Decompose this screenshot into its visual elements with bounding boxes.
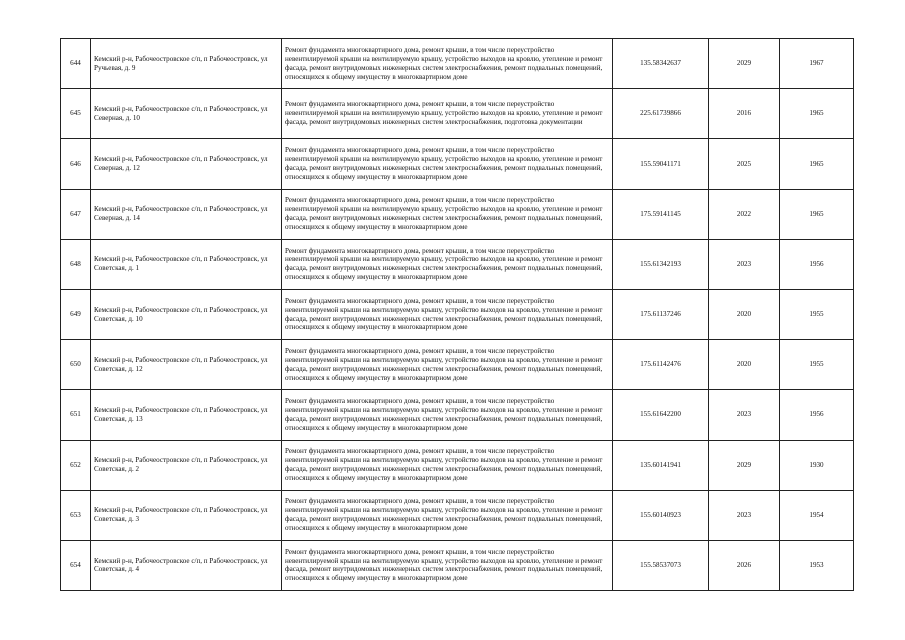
table-row: [61, 139, 854, 189]
works-description-cell: Ремонт фундамента многоквартирного дома, ремонт крыши, в том числе переустройство невентилируемой крыши на вентилируемую крышу, устройство выходов на кровлю, утепление и ремонт фасада, ремонт внутридомовых инженерных систем электроснабжения, ремонт подвальных помещений, относящихся к общему имуществу в многоквартирном доме: [282, 440, 613, 490]
address-cell: Кемский р-н, Рабочеостровское с/п, п Рабочеостровск, ул Северная, д. 10: [91, 89, 282, 139]
repair-program-table: [60, 38, 854, 591]
planned-year-cell: 2022: [709, 189, 780, 239]
table-row: [61, 39, 854, 89]
built-year-cell: 1956: [780, 390, 854, 440]
works-description-cell: Ремонт фундамента многоквартирного дома, ремонт крыши, в том числе переустройство невентилируемой крыши на вентилируемую крышу, устройство выходов на кровлю, утепление и ремонт фасада, ремонт внутридомовых инженерных систем электроснабжения, ремонт подвальных помещений, относящихся к общему имуществу в многоквартирном доме: [282, 540, 613, 590]
table-row: [61, 289, 854, 339]
cost-cell: 155.61642200: [613, 390, 709, 440]
works-description-cell: Ремонт фундамента многоквартирного дома, ремонт крыши, в том числе переустройство невентилируемой крыши на вентилируемую крышу, устройство выходов на кровлю, утепление и ремонт фасада, ремонт внутридомовых инженерных систем электроснабжения, ремонт подвальных помещений, относящихся к общему имуществу в многоквартирном доме: [282, 189, 613, 239]
table-row: [61, 540, 854, 590]
planned-year-cell: 2016: [709, 89, 780, 139]
built-year-cell: 1955: [780, 340, 854, 390]
built-year-cell: 1967: [780, 39, 854, 89]
table-row: [61, 239, 854, 289]
table-row: [61, 390, 854, 440]
cost-cell: 175.59141145: [613, 189, 709, 239]
works-description-cell: Ремонт фундамента многоквартирного дома, ремонт крыши, в том числе переустройство невентилируемой крыши на вентилируемую крышу, устройство выходов на кровлю, утепление и ремонт фасада, ремонт внутридомовых инженерных систем электроснабжения, ремонт подвальных помещений, относящихся к общему имуществу в многоквартирном доме: [282, 490, 613, 540]
row-number-cell: 650: [61, 340, 91, 390]
built-year-cell: 1955: [780, 289, 854, 339]
works-description-cell: Ремонт фундамента многоквартирного дома, ремонт крыши, в том числе переустройство невентилируемой крыши на вентилируемую крышу, устройство выходов на кровлю, утепление и ремонт фасада, ремонт внутридомовых инженерных систем электроснабжения, подготовка документации: [282, 89, 613, 139]
table-row: [61, 340, 854, 390]
address-cell: Кемский р-н, Рабочеостровское с/п, п Рабочеостровск, ул Советская, д. 13: [91, 390, 282, 440]
built-year-cell: 1953: [780, 540, 854, 590]
address-cell: Кемский р-н, Рабочеостровское с/п, п Рабочеостровск, ул Советская, д. 10: [91, 289, 282, 339]
planned-year-cell: 2023: [709, 390, 780, 440]
row-number-cell: 645: [61, 89, 91, 139]
row-number-cell: 648: [61, 239, 91, 289]
table-body: [61, 39, 854, 591]
row-number-cell: 649: [61, 289, 91, 339]
row-number-cell: 644: [61, 39, 91, 89]
works-description-cell: Ремонт фундамента многоквартирного дома, ремонт крыши, в том числе переустройство невентилируемой крыши на вентилируемую крышу, устройство выходов на кровлю, утепление и ремонт фасада, ремонт внутридомовых инженерных систем электроснабжения, ремонт подвальных помещений, относящихся к общему имуществу в многоквартирном доме: [282, 239, 613, 289]
works-description-cell: Ремонт фундамента многоквартирного дома, ремонт крыши, в том числе переустройство невентилируемой крыши на вентилируемую крышу, устройство выходов на кровлю, утепление и ремонт фасада, ремонт внутридомовых инженерных систем электроснабжения, ремонт подвальных помещений, относящихся к общему имуществу в многоквартирном доме: [282, 390, 613, 440]
works-description-cell: Ремонт фундамента многоквартирного дома, ремонт крыши, в том числе переустройство невентилируемой крыши на вентилируемую крышу, устройство выходов на кровлю, утепление и ремонт фасада, ремонт внутридомовых инженерных систем электроснабжения, ремонт подвальных помещений, относящихся к общему имуществу в многоквартирном доме: [282, 39, 613, 89]
built-year-cell: 1956: [780, 239, 854, 289]
row-number-cell: 652: [61, 440, 91, 490]
table-row: [61, 189, 854, 239]
cost-cell: 225.61739866: [613, 89, 709, 139]
planned-year-cell: 2029: [709, 440, 780, 490]
address-cell: Кемский р-н, Рабочеостровское с/п, п Рабочеостровск, ул Советская, д. 3: [91, 490, 282, 540]
works-description-cell: Ремонт фундамента многоквартирного дома, ремонт крыши, в том числе переустройство невентилируемой крыши на вентилируемую крышу, устройство выходов на кровлю, утепление и ремонт фасада, ремонт внутридомовых инженерных систем электроснабжения, ремонт подвальных помещений, относящихся к общему имуществу в многоквартирном доме: [282, 340, 613, 390]
table-row: [61, 440, 854, 490]
planned-year-cell: 2029: [709, 39, 780, 89]
works-description-cell: Ремонт фундамента многоквартирного дома, ремонт крыши, в том числе переустройство невентилируемой крыши на вентилируемую крышу, устройство выходов на кровлю, утепление и ремонт фасада, ремонт внутридомовых инженерных систем электроснабжения, ремонт подвальных помещений, относящихся к общему имуществу в многоквартирном доме: [282, 139, 613, 189]
planned-year-cell: 2023: [709, 239, 780, 289]
address-cell: Кемский р-н, Рабочеостровское с/п, п Рабочеостровск, ул Северная, д. 14: [91, 189, 282, 239]
cost-cell: 155.60140923: [613, 490, 709, 540]
built-year-cell: 1954: [780, 490, 854, 540]
address-cell: Кемский р-н, Рабочеостровское с/п, п Рабочеостровск, ул Советская, д. 12: [91, 340, 282, 390]
address-cell: Кемский р-н, Рабочеостровское с/п, п Рабочеостровск, ул Советская, д. 2: [91, 440, 282, 490]
row-number-cell: 653: [61, 490, 91, 540]
cost-cell: 175.61142476: [613, 340, 709, 390]
cost-cell: 135.60141941: [613, 440, 709, 490]
table-row: [61, 89, 854, 139]
row-number-cell: 654: [61, 540, 91, 590]
built-year-cell: 1965: [780, 139, 854, 189]
address-cell: Кемский р-н, Рабочеостровское с/п, п Рабочеостровск, ул Северная, д. 12: [91, 139, 282, 189]
address-cell: Кемский р-н, Рабочеостровское с/п, п Рабочеостровск, ул Советская, д. 4: [91, 540, 282, 590]
cost-cell: 135.58342637: [613, 39, 709, 89]
row-number-cell: 646: [61, 139, 91, 189]
planned-year-cell: 2026: [709, 540, 780, 590]
cost-cell: 155.59041171: [613, 139, 709, 189]
works-description-cell: Ремонт фундамента многоквартирного дома, ремонт крыши, в том числе переустройство невентилируемой крыши на вентилируемую крышу, устройство выходов на кровлю, утепление и ремонт фасада, ремонт внутридомовых инженерных систем электроснабжения, ремонт подвальных помещений, относящихся к общему имуществу в многоквартирном доме: [282, 289, 613, 339]
row-number-cell: 651: [61, 390, 91, 440]
address-cell: Кемский р-н, Рабочеостровское с/п, п Рабочеостровск, ул Ручьевая, д. 9: [91, 39, 282, 89]
built-year-cell: 1930: [780, 440, 854, 490]
table-row: [61, 490, 854, 540]
planned-year-cell: 2020: [709, 289, 780, 339]
address-cell: Кемский р-н, Рабочеостровское с/п, п Рабочеостровск, ул Советская, д. 1: [91, 239, 282, 289]
planned-year-cell: 2020: [709, 340, 780, 390]
row-number-cell: 647: [61, 189, 91, 239]
planned-year-cell: 2023: [709, 490, 780, 540]
cost-cell: 175.61137246: [613, 289, 709, 339]
built-year-cell: 1965: [780, 189, 854, 239]
planned-year-cell: 2025: [709, 139, 780, 189]
cost-cell: 155.61342193: [613, 239, 709, 289]
built-year-cell: 1965: [780, 89, 854, 139]
cost-cell: 155.58537073: [613, 540, 709, 590]
